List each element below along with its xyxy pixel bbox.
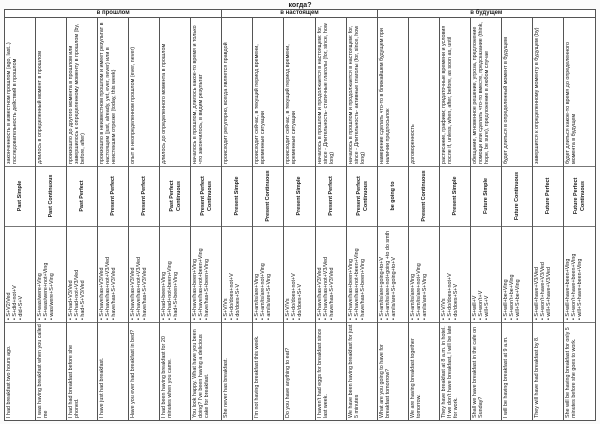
example-text: She will be having breakfast for only 5 minutes before she goes to work. xyxy=(564,327,578,418)
usage-cell xyxy=(129,18,160,166)
example-cell xyxy=(253,322,284,420)
tense-text: Future Simple xyxy=(483,178,490,214)
formula-cell xyxy=(98,226,129,322)
tense-text: Past Continuous xyxy=(48,174,55,218)
usage-cell xyxy=(98,18,129,166)
formula-text: • S+V/Vs • S+do/does+not+V • do/does+S+V xyxy=(223,273,242,320)
formula-cell xyxy=(440,226,471,322)
formula-cell xyxy=(67,226,98,322)
example-cell xyxy=(502,322,533,420)
example-text: We are having breakfast together tomorrow. xyxy=(409,338,422,418)
example-text: I had had breakfast before she phoned. xyxy=(68,344,81,418)
tense-cell xyxy=(253,166,284,226)
usage-text: завершится к определенному моменту в будущем (by) xyxy=(533,27,540,164)
usage-text: началось в прошлом и продолжается в настоящем: for, since - Длительность- статичные глаголы (for, since, how long) xyxy=(316,23,335,164)
tense-cell xyxy=(98,166,129,226)
tense-cell xyxy=(222,166,253,226)
example-text: What are you going to have for breakfast tomorrow? xyxy=(378,344,391,418)
usage-text: длилось в определенный момент в прошлом xyxy=(37,51,44,164)
tense-cell xyxy=(440,166,471,226)
table-row xyxy=(5,18,36,420)
table-row xyxy=(129,18,160,420)
example-text: They will have had breakfast by 8. xyxy=(533,336,540,418)
example-text: I will be having breakfast at 9 a.m. xyxy=(502,336,509,418)
usage-cell xyxy=(533,18,564,166)
formula-text: • S+am/is/are+Ving • S+am/is/are+not+Ving • am/is/are+S+Ving xyxy=(254,263,273,320)
tense-cell xyxy=(67,166,98,226)
usage-text: произошло до другого момента в прошлом или завершилось к определенному моменту в прошлом (by, before, after) xyxy=(68,23,87,164)
usage-cell xyxy=(67,18,98,166)
table-row xyxy=(564,18,595,420)
example-cell xyxy=(347,322,378,420)
table-row xyxy=(191,18,222,420)
tense-text: Future Perfect xyxy=(545,177,552,215)
table-row xyxy=(378,18,409,420)
table-row xyxy=(222,18,253,420)
tense-cell xyxy=(191,166,222,226)
usage-text: произошло в неизвестном прошлом и имеет результат в настоящем (just, already, yet, ever, never) или в неистекшем отрезке (today, this week) xyxy=(99,22,118,164)
usage-text: будет длиться в определенный момент в будущем xyxy=(502,37,509,164)
formula-text: • S+am/is/are+going+to+V • S+am/is/are+not+going +to do smth • am/is/are+S+going+to+V xyxy=(378,230,398,320)
example-cell xyxy=(316,322,347,420)
usage-cell xyxy=(5,18,36,166)
tense-cell xyxy=(347,166,378,226)
time-band-header xyxy=(5,10,595,18)
tense-text: Present Simple xyxy=(296,176,303,216)
formula-cell xyxy=(284,226,315,322)
example-cell xyxy=(36,322,67,420)
formula-text: • S+have/has+V3/Ved • S+have/has+not+V3/Ved • have/has+S+V3/Ved xyxy=(130,256,149,320)
tense-text: Present Continuous xyxy=(265,170,272,222)
example-text: Have you ever had breakfast in bed? xyxy=(130,329,137,418)
formula-text: • S+V/Vs • S+do/does+not+V • do/does+S+V xyxy=(440,273,460,320)
page-title: когда? xyxy=(288,2,312,9)
table-row xyxy=(533,18,564,420)
tense-cell xyxy=(160,166,191,226)
tense-text: be going to xyxy=(390,181,397,211)
usage-cell xyxy=(347,18,378,166)
formula-text: • S+will+have+V3/Ved • S+won't+have+V3/Ved • will+S+have+V3/Ved xyxy=(533,262,553,320)
usage-text: опыт в неопределенном прошлом (ever, never) xyxy=(130,46,137,164)
tense-cell xyxy=(284,166,315,226)
example-cell xyxy=(98,322,129,420)
tense-text: Present Perfect Continuous xyxy=(355,176,369,216)
tense-cell xyxy=(502,166,533,226)
formula-cell xyxy=(36,226,67,322)
table-row xyxy=(253,18,284,420)
tense-text: Past Simple xyxy=(17,180,24,212)
tense-cell xyxy=(5,166,36,226)
usage-cell xyxy=(191,18,222,166)
formula-text: • S+will+have+been+Ving • S+won't+have+been+Ving • will+S+have+been+Ving xyxy=(564,253,584,320)
usage-text: расписание, графики; придаточные времени и условия после if, unless, when, after, before, as soon as, until xyxy=(440,25,453,164)
formula-cell xyxy=(222,226,253,322)
example-cell xyxy=(222,322,253,420)
usage-text: происходит сейчас, в текущий период времени, временные ситуации xyxy=(285,44,298,164)
usage-text: началось в прошлом, длилось какое-то время и только что закончилось, в видим результат xyxy=(192,25,205,164)
tense-text: Future Perfect Continuous xyxy=(573,177,586,215)
example-text: I was having breakfast when you called me xyxy=(37,324,50,418)
example-text: Shall we have breakfast in the cafe on Sunday? xyxy=(471,326,484,418)
usage-cell xyxy=(471,18,502,166)
tense-text: Present Perfect xyxy=(141,176,148,216)
usage-text: началось в прошлом и продолжается в настоящем: for, since - Длительность- активные глаголы (for, since, how long) xyxy=(347,25,366,164)
usage-text: длилось до определенного момента в прошлом xyxy=(161,43,168,164)
example-text: Do you have anything to eat? xyxy=(285,347,292,418)
formula-cell xyxy=(502,226,533,322)
formula-cell xyxy=(160,226,191,322)
band-future: в будущем xyxy=(470,10,503,16)
tense-cell xyxy=(409,166,440,226)
tense-text: Present Perfect xyxy=(110,176,117,216)
tense-cell xyxy=(129,166,160,226)
example-text: I had breakfast two hours ago. xyxy=(6,345,12,418)
usage-cell xyxy=(284,18,315,166)
example-text: I haven't had eggs for breakfast since last week. xyxy=(316,328,329,418)
tenses-table xyxy=(4,9,596,421)
formula-cell xyxy=(5,226,36,322)
table-row xyxy=(440,18,471,420)
usage-cell xyxy=(36,18,67,166)
formula-text: • S+will+be+Ving • S+won't+be+Ving • will+S+be+Ving xyxy=(502,274,522,320)
formula-text: • S+have/has+V3/Ved • S+have/has+not+V3/Ved • have/has+S+V3/Ved xyxy=(99,256,118,320)
example-cell xyxy=(160,322,191,420)
example-cell xyxy=(378,322,409,420)
table-row xyxy=(316,18,347,420)
formula-cell xyxy=(409,226,440,322)
table-row xyxy=(409,18,440,420)
example-cell xyxy=(440,322,471,420)
tense-text: Past Perfect xyxy=(79,180,86,212)
formula-cell xyxy=(378,226,409,322)
formula-cell xyxy=(129,226,160,322)
tense-text: Present Perfect xyxy=(327,176,334,216)
formula-text: • S+V/Vs • S+do/does+not+V • do/does+S+V xyxy=(285,273,304,320)
usage-text: происходит регулярно, всегда является правдой xyxy=(223,42,230,164)
band-past: в прошлом xyxy=(5,10,222,17)
usage-cell xyxy=(409,18,440,166)
tense-cell xyxy=(316,166,347,226)
example-text: I'm not having breakfast this week. xyxy=(254,335,261,418)
example-cell xyxy=(471,322,502,420)
usage-text: происходит сейчас, в текущий период времени, временные ситуации xyxy=(254,44,267,164)
usage-cell xyxy=(316,18,347,166)
band-present: в настоящем xyxy=(222,10,377,17)
usage-cell xyxy=(253,18,284,166)
example-cell xyxy=(67,322,98,420)
formula-text: • S+have/has+been+Ving • S+have/has+not+been+Ving • have/has+S+been+Ving xyxy=(192,248,211,320)
usage-text: законченность в известном прошлом (ago, last..) последовательность действий в прошлом xyxy=(6,42,19,164)
formula-cell xyxy=(347,226,378,322)
example-cell xyxy=(5,322,36,420)
tense-cell xyxy=(533,166,564,226)
formula-cell xyxy=(564,226,595,322)
tense-cell xyxy=(36,166,67,226)
table-row xyxy=(502,18,533,420)
example-text: I had been having breakfast for 20 minutes when you came. xyxy=(161,336,174,418)
table-row xyxy=(98,18,129,420)
formula-text: • S+have/has+been+Ving • S+have/has+not+been+Ving • have/has+S+been+Ving xyxy=(347,248,366,320)
example-cell xyxy=(191,322,222,420)
formula-cell xyxy=(471,226,502,322)
usage-cell xyxy=(222,18,253,166)
formula-cell xyxy=(253,226,284,322)
formula-text: • S+have/has+V3/Ved • S+have/has+not+V3/Ved • have/has+S+V3/Ved xyxy=(316,256,335,320)
usage-text: будет длиться какое-то время до определенного момента в будущем xyxy=(564,41,578,164)
usage-cell xyxy=(502,18,533,166)
example-text: You look happy. What have you been doing? I've been having a delicious cake for breakfast. xyxy=(192,329,211,418)
tense-text: Present Simple xyxy=(452,176,459,216)
usage-cell xyxy=(378,18,409,166)
usage-cell xyxy=(564,18,595,166)
example-text: We have been having breakfast for just 5 minutes xyxy=(347,324,360,418)
formula-text: • S+will+V • S+won't+V • will+S+V xyxy=(471,290,491,320)
tense-text: Past Perfect Continuous xyxy=(169,180,182,212)
example-cell xyxy=(129,322,160,420)
table-row xyxy=(347,18,378,420)
usage-text: намерение сделать что-то в ближайшем будущем при наличии предпосылок xyxy=(378,28,391,164)
tense-text: Present Perfect Continuous xyxy=(200,176,213,216)
table-row xyxy=(36,18,67,420)
tense-text: Future Continuous xyxy=(514,171,521,221)
example-cell xyxy=(533,322,564,420)
tense-text: Present Continuous xyxy=(421,170,428,222)
example-cell xyxy=(284,322,315,420)
example-cell xyxy=(409,322,440,420)
tense-cell xyxy=(378,166,409,226)
example-text: She never has breakfast. xyxy=(223,358,230,418)
example-text: They have breakfast at 8 a.m. in hotel. If we don't have breakfast, I will be late for work. xyxy=(440,325,460,418)
formula-text: • S+had+been+Ving • S+had+not+been+Ving • had+S+been+Ving xyxy=(161,261,180,320)
formula-text: • S+was/were+Ving • S+was/were+not+Ving • was/were+S+Ving xyxy=(37,262,56,320)
usage-cell xyxy=(160,18,191,166)
table-row xyxy=(160,18,191,420)
table-row xyxy=(67,18,98,420)
tense-text: Present Simple xyxy=(234,176,241,216)
table-row xyxy=(284,18,315,420)
table-row xyxy=(471,18,502,420)
formula-cell xyxy=(191,226,222,322)
formula-cell xyxy=(533,226,564,322)
tense-cell xyxy=(564,166,595,226)
usage-text: обещание, мгновенное решение, угроза, предложение помощи или сделать что-то вместе, предсказание (think, hope, be sure), предложение в любом случае xyxy=(471,22,491,164)
example-cell xyxy=(564,322,595,420)
formula-text: • S+am/is/are+Ving • S+am/is/are+not+Ving • am/is/are+S+Ving xyxy=(409,263,429,320)
example-text: I have just had breakfast. xyxy=(99,357,106,418)
formula-text: • S+had+V3/Ved • S+had+not+V3/Ved • had+S+V3/Ved xyxy=(68,269,87,320)
usage-cell xyxy=(440,18,471,166)
formula-cell xyxy=(316,226,347,322)
formula-text: • S+V2/Ved • S+did+not+V • did+S+V xyxy=(6,285,25,320)
usage-text: договоренность xyxy=(409,124,416,164)
tense-cell xyxy=(471,166,502,226)
